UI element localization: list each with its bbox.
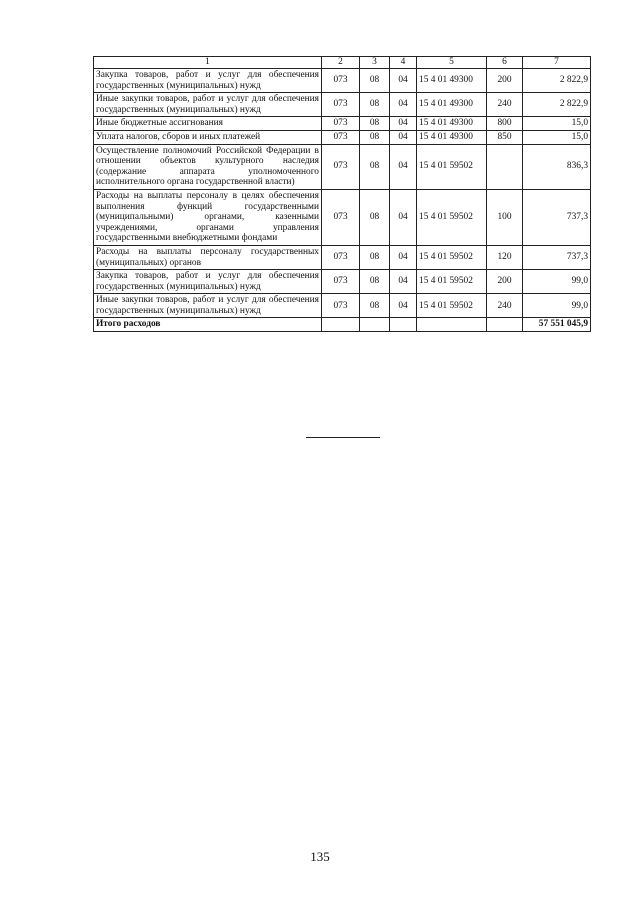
ministry-code: 073 xyxy=(322,69,360,93)
empty-cell xyxy=(487,318,523,332)
amount: 99,0 xyxy=(523,270,591,294)
section-code: 08 xyxy=(360,245,390,269)
target-article-code: 15 4 01 49300 xyxy=(417,117,487,131)
expense-type-code: 200 xyxy=(487,270,523,294)
target-article-code: 15 4 01 49300 xyxy=(417,130,487,144)
subsection-code: 04 xyxy=(390,69,417,93)
total-row xyxy=(94,318,591,332)
column-header-5: 5 xyxy=(417,57,487,69)
amount: 15,0 xyxy=(523,117,591,131)
subsection-code: 04 xyxy=(390,117,417,131)
empty-cell xyxy=(417,318,487,332)
row-name: Уплата налогов, сборов и иных платежей xyxy=(94,130,322,144)
ministry-code: 073 xyxy=(322,270,360,294)
column-header-4: 4 xyxy=(390,57,417,69)
target-article-code: 15 4 01 49300 xyxy=(417,69,487,93)
row-name: Закупка товаров, работ и услуг для обеспечения государственных (муниципальных) нужд xyxy=(94,270,322,294)
page-number: 135 xyxy=(310,849,330,864)
ministry-code: 073 xyxy=(322,245,360,269)
column-header-2: 2 xyxy=(322,57,360,69)
expense-type-code: 240 xyxy=(487,294,523,318)
subsection-code: 04 xyxy=(390,93,417,117)
expense-type-code: 120 xyxy=(487,245,523,269)
expenditure-table xyxy=(93,56,591,332)
amount: 2 822,9 xyxy=(523,93,591,117)
total-amount: 57 551 045,9 xyxy=(523,318,591,332)
target-article-code: 15 4 01 59502 xyxy=(417,189,487,245)
target-article-code: 15 4 01 59502 xyxy=(417,245,487,269)
separator-line xyxy=(306,437,380,438)
row-name: Расходы на выплаты персоналу в целях обеспечения выполнения функций государственными (муниципальными) органами, казенными учреждениями, органами управления государственными внебюджетными фондами xyxy=(94,189,322,245)
row-name: Закупка товаров, работ и услуг для обеспечения государственных (муниципальных) нужд xyxy=(94,69,322,93)
subsection-code: 04 xyxy=(390,270,417,294)
table-header-row xyxy=(94,57,591,69)
section-code: 08 xyxy=(360,270,390,294)
table-row xyxy=(94,245,591,269)
section-code: 08 xyxy=(360,93,390,117)
target-article-code: 15 4 01 49300 xyxy=(417,93,487,117)
expense-type-code: 240 xyxy=(487,93,523,117)
section-code: 08 xyxy=(360,117,390,131)
ministry-code: 073 xyxy=(322,144,360,189)
target-article-code: 15 4 01 59502 xyxy=(417,144,487,189)
ministry-code: 073 xyxy=(322,93,360,117)
section-code: 08 xyxy=(360,144,390,189)
table-row xyxy=(94,294,591,318)
amount: 99,0 xyxy=(523,294,591,318)
empty-cell xyxy=(322,318,360,332)
amount: 15,0 xyxy=(523,130,591,144)
section-code: 08 xyxy=(360,130,390,144)
expense-type-code: 800 xyxy=(487,117,523,131)
amount: 2 822,9 xyxy=(523,69,591,93)
column-header-1: 1 xyxy=(94,57,322,69)
amount: 836,3 xyxy=(523,144,591,189)
expense-type-code: 200 xyxy=(487,69,523,93)
amount: 737,3 xyxy=(523,245,591,269)
amount: 737,3 xyxy=(523,189,591,245)
subsection-code: 04 xyxy=(390,189,417,245)
empty-cell xyxy=(360,318,390,332)
expense-type-code: 100 xyxy=(487,189,523,245)
expense-type-code: 850 xyxy=(487,130,523,144)
ministry-code: 073 xyxy=(322,130,360,144)
empty-cell xyxy=(390,318,417,332)
subsection-code: 04 xyxy=(390,245,417,269)
table-row xyxy=(94,189,591,245)
table-row xyxy=(94,144,591,189)
row-name: Иные закупки товаров, работ и услуг для обеспечения государственных (муниципальных) нужд xyxy=(94,93,322,117)
column-header-6: 6 xyxy=(487,57,523,69)
target-article-code: 15 4 01 59502 xyxy=(417,270,487,294)
total-label: Итого расходов xyxy=(94,318,322,332)
target-article-code: 15 4 01 59502 xyxy=(417,294,487,318)
table-row xyxy=(94,69,591,93)
row-name: Иные бюджетные ассигнования xyxy=(94,117,322,131)
ministry-code: 073 xyxy=(322,189,360,245)
table-row xyxy=(94,93,591,117)
column-header-3: 3 xyxy=(360,57,390,69)
expense-type-code xyxy=(487,144,523,189)
row-name: Осуществление полномочий Российской Федерации в отношении объектов культурного наследия (содержание аппарата уполномоченного исполнительного органа государственной власти) xyxy=(94,144,322,189)
row-name: Иные закупки товаров, работ и услуг для обеспечения государственных (муниципальных) нужд xyxy=(94,294,322,318)
subsection-code: 04 xyxy=(390,294,417,318)
ministry-code: 073 xyxy=(322,117,360,131)
table-row xyxy=(94,130,591,144)
table-row xyxy=(94,117,591,131)
section-code: 08 xyxy=(360,69,390,93)
table-row xyxy=(94,270,591,294)
section-code: 08 xyxy=(360,294,390,318)
column-header-7: 7 xyxy=(523,57,591,69)
ministry-code: 073 xyxy=(322,294,360,318)
row-name: Расходы на выплаты персоналу государственных (муниципальных) органов xyxy=(94,245,322,269)
subsection-code: 04 xyxy=(390,130,417,144)
subsection-code: 04 xyxy=(390,144,417,189)
section-code: 08 xyxy=(360,189,390,245)
